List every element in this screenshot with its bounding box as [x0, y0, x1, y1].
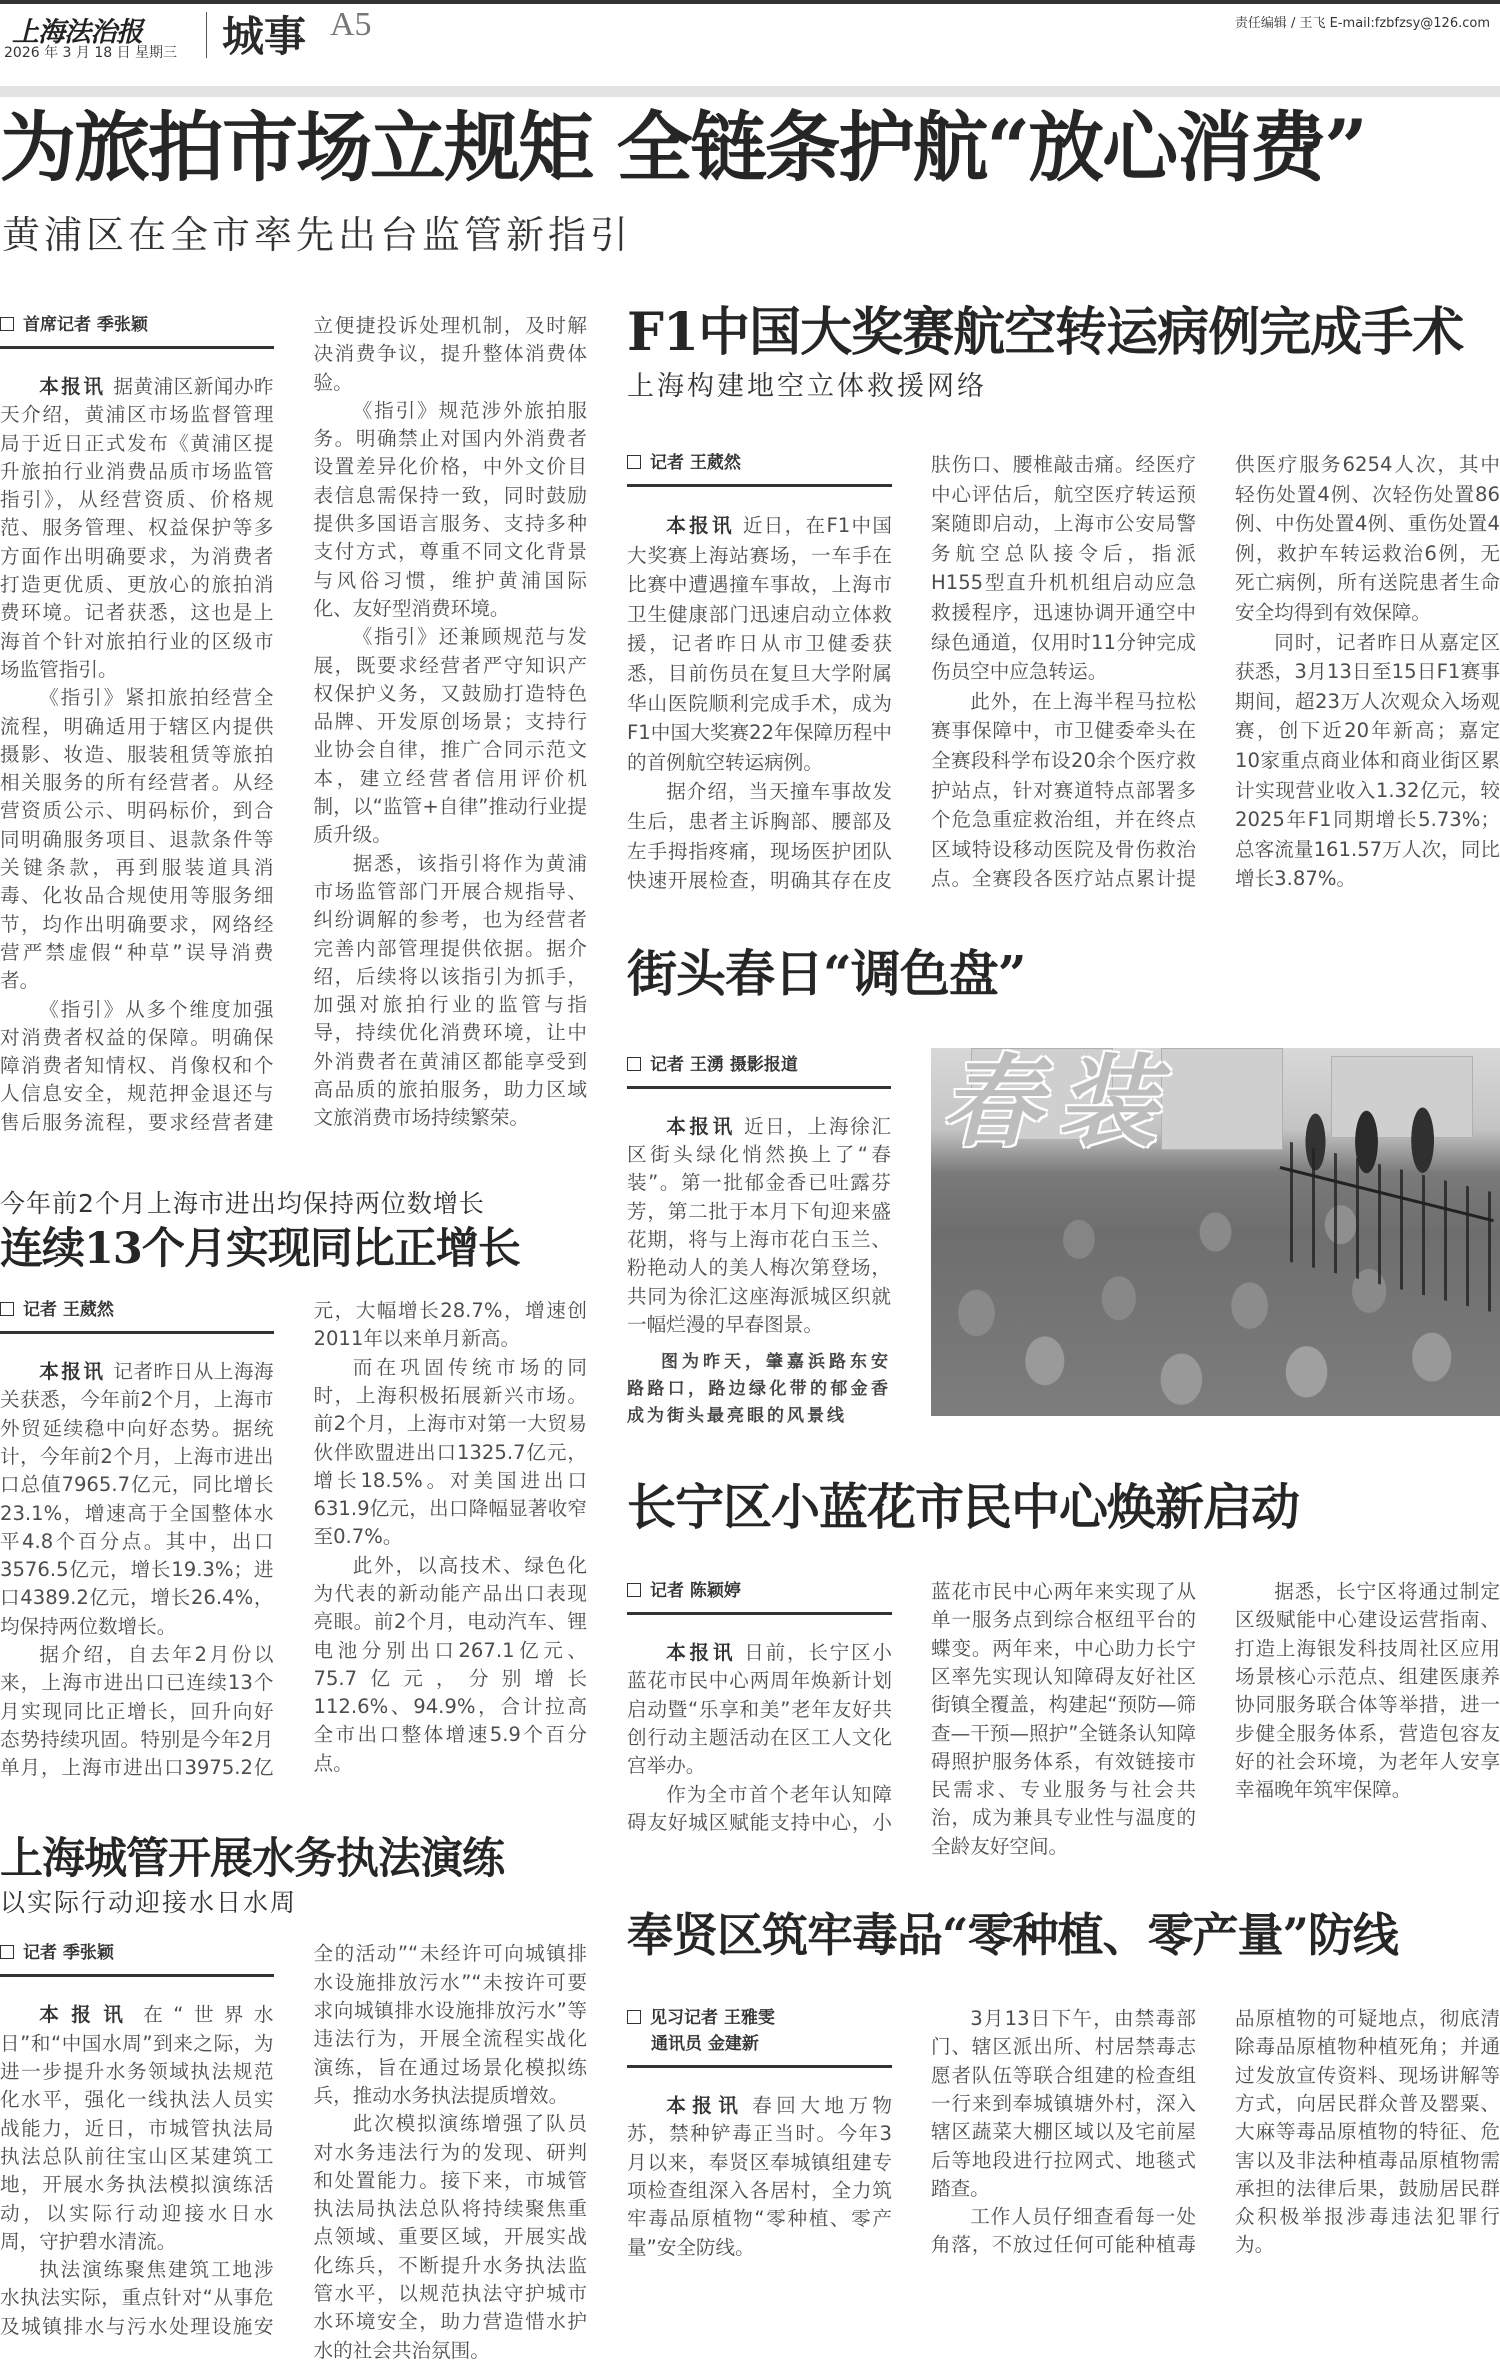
water-subheadline: 以实际行动迎接水日水周: [0, 1888, 298, 1918]
trade-headline: 连续13个月实现同比正增长: [0, 1224, 520, 1275]
right-column: [627, 300, 1500, 2262]
page-number: A5: [330, 6, 372, 43]
paragraph: 工作人员仔细查看每一处角落，不放过任何可能种植毒品原植物的可疑地点，彻底清除毒品原植物种植死角；并通过发放宣传资料、现场讲解等方式，向居民群众普及罂粟、大麻等毒品原植物的特征、危害以及非法种植毒品原植物需承担的法律后果，鼓励居民群众积极举报涉毒违法犯罪行为。: [931, 2007, 1500, 2257]
paragraph: 本报讯 近日，上海徐汇区街头绿化悄然换上了“春装”。第一批郁金香已吐露芬芳，第二批于本月下旬迎来盛花期，将与上海市花白玉兰、粉艳动人的美人梅次第登场，共同为徐汇这座海派城区织就一幅烂漫的早春图景。: [627, 1114, 892, 1336]
square-bullet-icon: [0, 1302, 14, 1316]
square-bullet-icon: [0, 1945, 14, 1959]
square-bullet-icon: [627, 455, 641, 469]
changning-headline: 长宁区小蓝花市民中心焕新启动: [627, 1478, 1300, 1537]
square-bullet-icon: [0, 317, 14, 331]
paragraph: 本报讯 记者昨日从上海海关获悉，今年前2个月，上海市外贸延续稳中向好态势。据统计，今年前2个月，上海市进出口总值7965.7亿元，同比增长23.1%，增速高于全国整体水平4.8个百分点。其中，出口3576.5亿元，增长19.3%；进口4389.2亿元，增长26.4%，均保持两位数增长。: [0, 1360, 274, 1638]
paragraph: 《指引》从多个维度加强对消费者权益的保障。明确保障消费者知情权、肖像权和个人信息安全，规范押金退还与售后服务流程，要求经营者建立便捷投诉处理机制，及时解决消费争议，提升整体消费体验。: [0, 314, 587, 1134]
spring-headline: 街头春日“调色盘”: [627, 943, 1026, 1003]
trade-kicker: 今年前2个月上海市进出均保持两位数增长: [0, 1189, 485, 1219]
paragraph: 本报讯 据黄浦区新闻办昨天介绍，黄浦区市场监督管理局于近日正式发布《黄浦区提升旅拍行业消费品质市场监管指引》，从经营资质、价格规范、服务管理、权益保护等多方面作出明确要求，为消费者打造更优质、更放心的旅拍消费环境。记者获悉，这也是上海首个针对旅拍行业的区级市场监管指引。: [0, 375, 274, 681]
article-water-body: [0, 1940, 587, 2364]
article-tourism-photo-body: [0, 312, 587, 1137]
paragraph: 《指引》规范涉外旅拍服务。明确禁止对国内外消费者设置差异化价格，中外文价目表信息需保持一致，同时鼓励提供多国语言服务、支持多种支付方式，尊重不同文化背景与风俗习惯，维护黄浦国际化、友好型消费环境。: [313, 398, 587, 620]
dateline: 本报讯: [666, 1114, 736, 1138]
header-band: [0, 86, 1500, 97]
paragraph: 《指引》还兼顾规范与发展，既要求经营者严守知识产权保护义务，又鼓励打造特色品牌、开发原创场景；支持行业协会自律，推广合同示范文本，建立经营者信用评价机制，以“监管+自律”推动行业提质升级。: [313, 625, 587, 847]
paragraph: 《指引》紧扣旅拍经营全流程，明确适用于辖区内提供摄影、妆造、服装租赁等旅拍相关服务的所有经营者。从经营资质公示、明码标价，到合同明确服务项目、退款条件等关键条款，再到服装道具消毒、化妆品合规使用等服务细节，均作出明确要求，网络经营严禁虚假“种草”误导消费者。: [0, 686, 274, 993]
paragraph: 此外，在上海半程马拉松赛事保障中，市卫健委牵头在全赛段科学布设20余个医疗救护站点，针对赛道特点部署多个危急重症救治组，并在终点区域特设移动医院及骨伤救治点。全赛段各医疗站点累计提供医疗服务6254人次，其中轻伤处置4例、次轻伤处置86例、中伤处置4例、重伤处置4例，救护车转运救治6例，无死亡病例，所有送院患者生命安全均得到有效保障。: [931, 453, 1500, 891]
f1-headline: F1中国大奖赛航空转运病例完成手术: [627, 302, 1464, 363]
issue-date: 2026 年 3 月 18 日 星期三: [4, 45, 178, 61]
article-trade-body: [0, 1297, 587, 1782]
dateline: 本报讯: [666, 1641, 737, 1665]
paragraph: 据悉，长宁区将通过制定区级赋能中心建设运营指南、打造上海银发科技周社区应用场景核心示范点、组建医康养协同服务联合体等举措，进一步健全服务体系，营造包容友好的社会环境，为老年人安享幸福晚年筑牢保障。: [1235, 1580, 1500, 1802]
dateline: 本报讯: [39, 375, 106, 398]
paragraph: 据悉，该指引将作为黄浦市场监管部门开展合规指导、纠纷调解的参考，也为经营者完善内部管理提供依据。据介绍，后续将以该指引为抓手，加强对旅拍行业的监管与指导，持续优化消费环境，让中外消费者在黄浦区都能享受到高品质的旅拍服务，助力区域文旅消费市场持续繁荣。: [313, 851, 587, 1130]
byline: 记者 王湧 摄影报道: [627, 1052, 891, 1089]
newspaper-logo: 上海法治报: [12, 17, 142, 48]
article-fengxian-body: [627, 2005, 1500, 2262]
fengxian-headline: 奉贤区筑牢毒品“零种植、零产量”防线: [627, 1908, 1398, 1963]
square-bullet-icon: [627, 1057, 641, 1071]
paragraph: 本报讯 日前，长宁区小蓝花市民中心两周年焕新计划启动暨“乐享和美”老年友好共创行动主题活动在区工人文化宫举办。: [627, 1641, 893, 1778]
dateline: 本报讯: [39, 1360, 106, 1384]
byline: 见习记者 王雅雯 通讯员 金建新: [627, 2005, 892, 2068]
byline: 记者 王葳然: [0, 1297, 274, 1334]
byline: 记者 季张颖: [0, 1940, 274, 1977]
f1-subheadline: 上海构建地空立体救援网络: [627, 371, 987, 402]
dateline: 本报讯: [666, 2094, 745, 2118]
spring-row: [627, 1047, 1500, 1430]
section-name: 城事: [222, 12, 307, 61]
article-changning-body: [627, 1578, 1500, 1861]
paragraph: 此次模拟演练增强了队员对水务违法行为的发现、研判和处置能力。接下来，市城管执法局执法总队将持续聚焦重点领域、重要区域，开展实战化练兵，不断提升水务执法监管水平，以规范执法守护城市水环境安全，助力营造惜水护水的社会共治氛围。: [313, 2112, 587, 2362]
byline: 首席记者 季张颖: [0, 312, 274, 349]
photo-calligraphy-overlay: 春装: [941, 1047, 1173, 1161]
byline: 记者 王葳然: [627, 450, 892, 487]
byline: 记者 陈颖婷: [627, 1578, 892, 1615]
article-f1-body: [627, 450, 1500, 896]
paragraph: 执法演练聚焦建筑工地涉水执法实际，重点针对“从事危及城镇排水与污水处理设施安全的活动”“未经许可向城镇排水设施排放污水”“未按许可要求向城镇排水设施排放污水”等违法行为，开展全流程实战化演练，旨在通过场景化模拟练兵，推动水务执法提质增效。: [0, 1942, 587, 2338]
paragraph: 本报讯 在“世界水日”和“中国水周”到来之际，为进一步提升水务领域执法规范化水平，强化一线执法人员实战能力，近日，市城管执法局执法总队前往宝山区某建筑工地，开展水务执法模拟演练活动，以实际行动迎接水日水周，守护碧水清流。: [0, 2003, 274, 2253]
paragraph: 3月13日下午，由禁毒部门、辖区派出所、村居禁毒志愿者队伍等联合组建的检查组一行来到奉城镇塘外村，深入辖区蔬菜大棚区域以及宅前屋后等地段进行拉网式、地毯式踏查。: [931, 2007, 1196, 2200]
fence: [1290, 1142, 1500, 1314]
paragraph: 本报讯 近日，在F1中国大奖赛上海站赛场，一车手在比赛中遭遇撞车事故，上海市卫生健康部门迅速启动立体救援，记者昨日从市卫健委获悉，目前伤员在复旦大学附属华山医院顺利完成手术，成为F1中国大奖赛22年保障历程中的首例航空转运病例。: [627, 514, 892, 774]
paragraph: 同时，记者昨日从嘉定区获悉，3月13日至15日F1赛事期间，超23万人次观众入场观赛，创下近20年新高；嘉定10家重点商业体和商业街区累计实现营业收入1.32亿元，较2025年F1同期增长5.73%；总客流量161.57万人次，同比增长3.87%。: [1235, 630, 1500, 891]
dateline: 本报讯: [666, 514, 735, 537]
article-spring: [627, 942, 1500, 1430]
masthead-divider: [206, 12, 207, 58]
water-headline: 上海城管开展水务执法演练: [0, 1834, 504, 1885]
paragraph: 而在巩固传统市场的同时，上海积极拓展新兴市场。前2个月，上海市对第一大贸易伙伴欧盟进出口1325.7亿元，增长18.5%。对美国进出口631.9亿元，出口降幅显著收窄至0.7%。: [313, 1355, 587, 1549]
square-bullet-icon: [627, 1583, 641, 1597]
article-spring-body: [627, 1052, 891, 1430]
article-fengxian: [627, 1905, 1500, 2262]
lead-subheadline: 黄浦区在全市率先出台监管新指引: [2, 213, 633, 257]
article-water: [0, 1832, 587, 2364]
paragraph: 本报讯 春回大地万物苏，禁种铲毒正当时。今年3月以来，奉贤区奉城镇组建专项检查组深入各居村，全力筑牢毒品原植物“零种植、零产量”安全防线。: [627, 2094, 893, 2259]
square-bullet-icon: [627, 2010, 641, 2024]
paragraph: 据介绍，自去年2月份以来，上海市进出口已连续13个月实现同比正增长，回升向好态势持续巩固。特别是今年2月单月，上海市进出口3975.2亿元，大幅增长28.7%，增速创2011年以来单月新高。: [0, 1299, 587, 1780]
paragraph: 作为全市首个老年认知障碍友好城区赋能支持中心，小蓝花市民中心两年来实现了从单一服务点到综合枢纽平台的蝶变。两年来，中心助力长宁区率先实现认知障碍友好社区街镇全覆盖，构建起“预防—筛查—干预—照护”全链条认知障碍照护服务体系，有效链接市民需求、专业服务与社会共治，成为兼具专业性与温度的全龄友好空间。: [627, 1580, 1196, 1858]
building: [1161, 1048, 1283, 1150]
left-column: [0, 312, 587, 2365]
paragraph: 此外，以高技术、绿色化为代表的新动能产品出口表现亮眼。前2个月，电动汽车、锂电池分别出口267.1亿元、75.7亿元，分别增长112.6%、94.9%，合计拉高全市出口整体增速5.9个百分点。: [313, 1553, 587, 1775]
article-f1: [627, 300, 1500, 896]
article-trade: [0, 1187, 587, 1782]
article-changning: [627, 1476, 1500, 1861]
editor-info: 责任编辑 / 王飞 E-mail:fzbfzsy@126.com: [1234, 16, 1490, 31]
tulip-street-photo: [931, 1048, 1500, 1416]
photo-caption: 图为昨天，肇嘉浜路东安路路口，路边绿化带的郁金香成为街头最亮眼的风景线: [627, 1352, 891, 1427]
paragraph: 据介绍，当天撞车事故发生后，患者主诉胸部、腰部及左手拇指疼痛，现场医护团队快速开展检查，明确其存在皮肤伤口、腰椎敲击痛。经医疗中心评估后，航空医疗转运预案随即启动，上海市公安局警务航空总队接令后，指派H155型直升机机组启动应急救援程序，迅速协调开通空中绿色通道，仅用时11分钟完成伤员空中应急转运。: [627, 453, 1196, 893]
dateline: 本报讯: [39, 2003, 136, 2027]
lead-headline: 为旅拍市场立规矩 全链条护航“放心消费”: [0, 103, 1366, 192]
